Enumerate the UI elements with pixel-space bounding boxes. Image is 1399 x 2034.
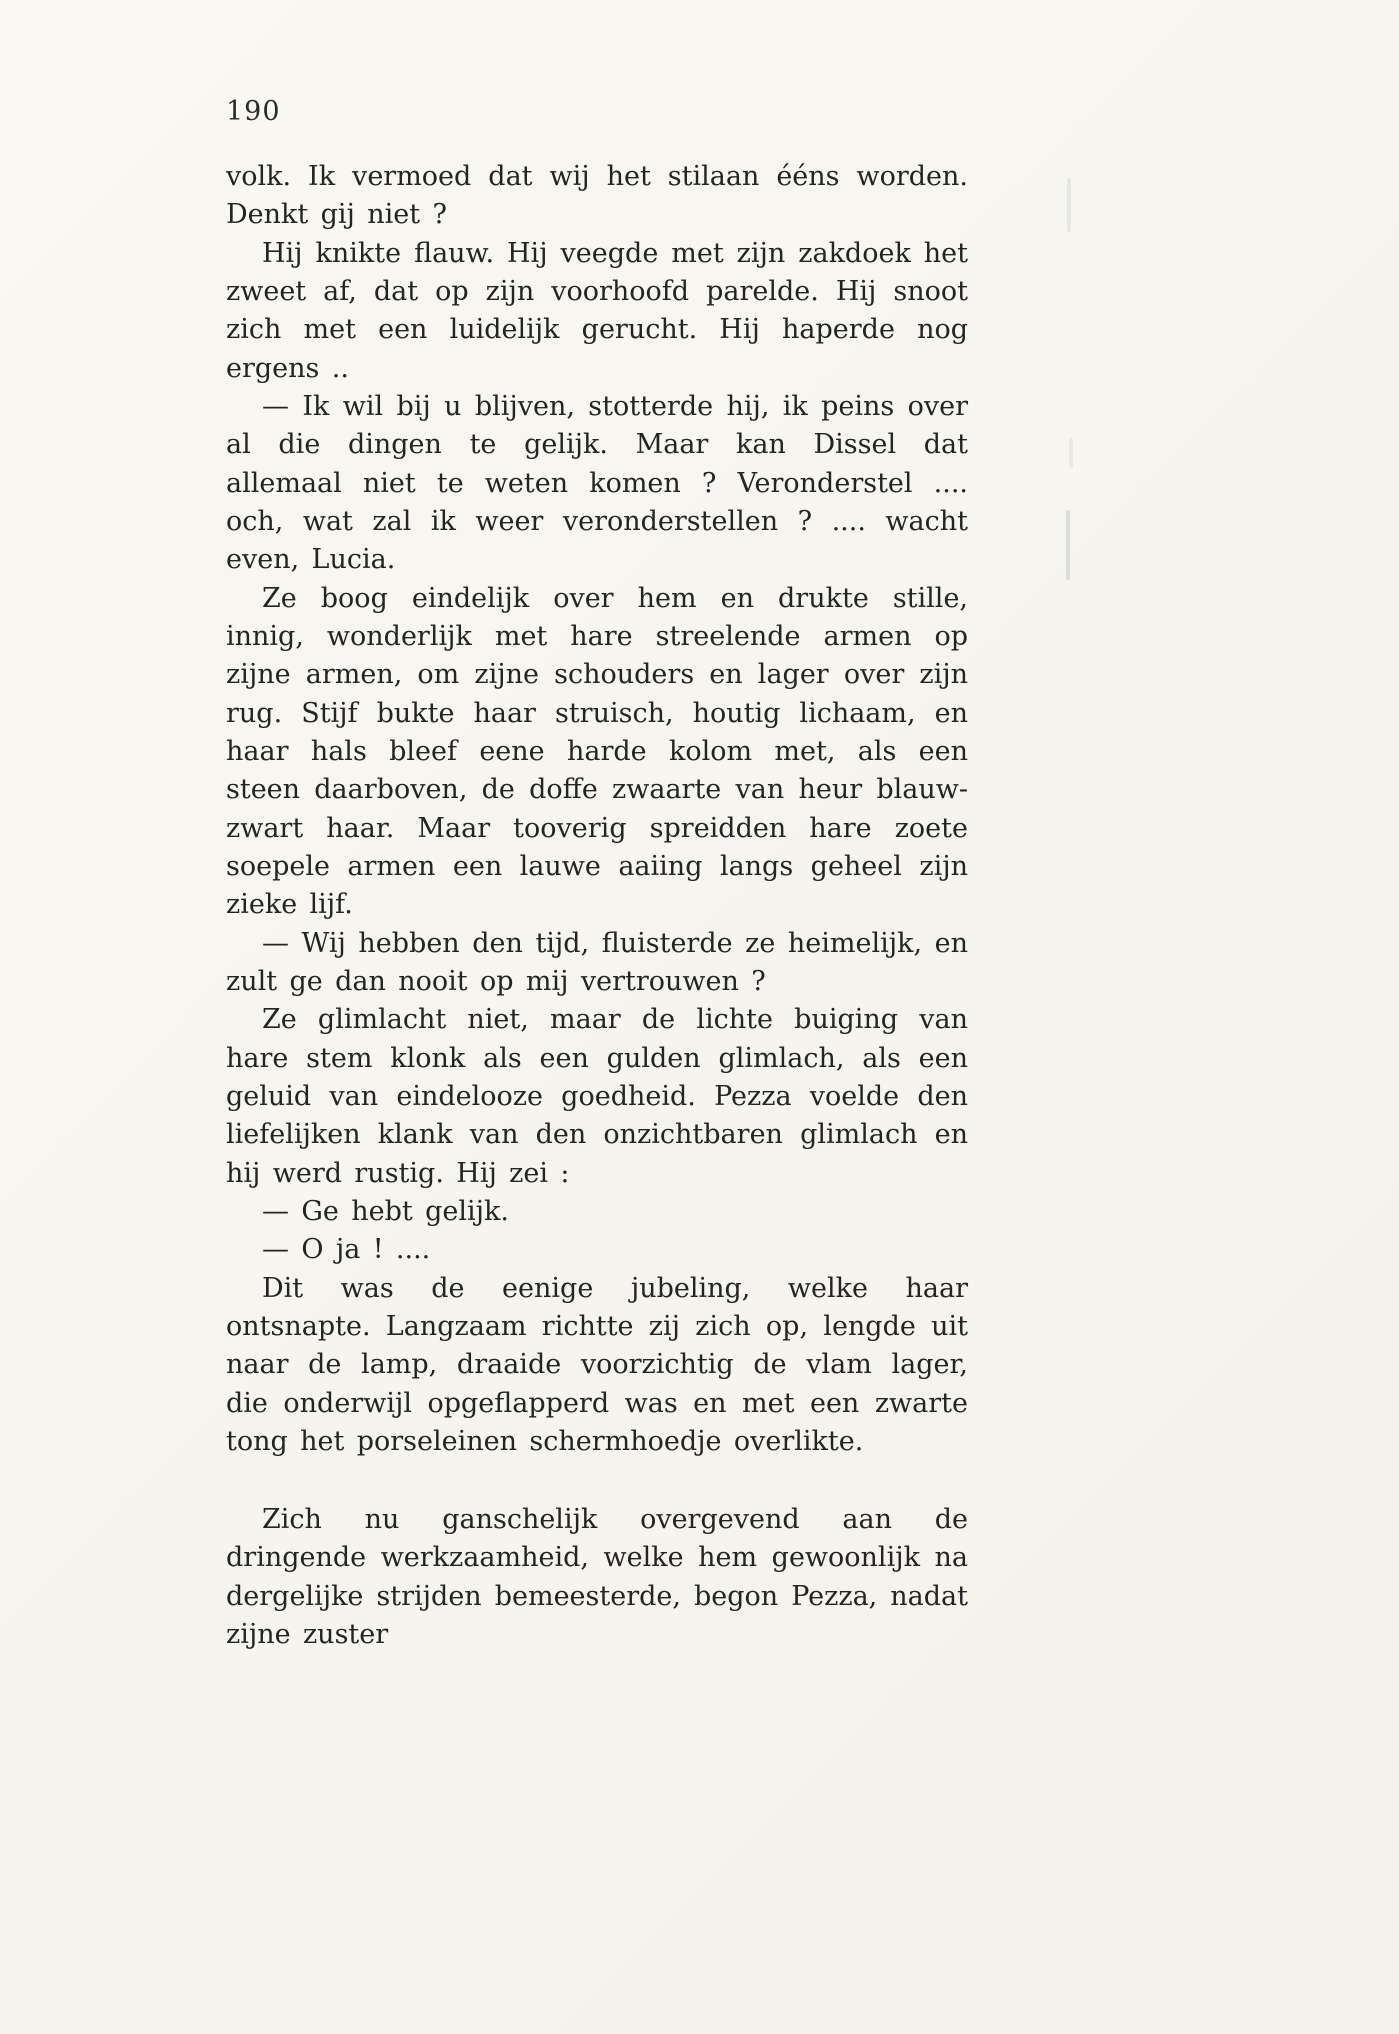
paragraph: — Ik wil bij u blijven, stotterde hij, ik peins over al die dingen te gelijk. Maar kan Dissel dat allemaal niet te weten komen ? Veronderstel .... och, wat zal ik weer veronderstellen ? .... wacht even, Lucia. — [226, 390, 968, 576]
paragraph: — O ja ! .... — [262, 1234, 431, 1266]
scan-artifact — [1067, 178, 1071, 232]
paragraph: Ze glimlacht niet, maar de lichte buiging van hare stem klonk als een gulden glimlach, als een geluid van eindelooze goedheid. Pezza voelde den liefelijken klank van den onzichtbaren glimlach en hij werd rustig. Hij zei : — [226, 1004, 968, 1189]
body-text — [226, 158, 968, 1654]
scan-artifact — [1066, 510, 1070, 580]
paragraph: volk. Ik vermoed dat wij het stilaan ééns worden. Denkt gij niet ? — [226, 161, 968, 231]
paragraph: Hij knikte flauw. Hij veegde met zijn zakdoek het zweet af, dat op zijn voorhoofd parelde. Hij snoot zich met een luidelijk gerucht. Hij haperde nog ergens .. — [226, 237, 968, 384]
paragraph: — Wij hebben den tijd, fluisterde ze heimelijk, en zult ge dan nooit op mij vertrouwen ? — [226, 927, 968, 997]
paragraph: Dit was de eenige jubeling, welke haar ontsnapte. Langzaam richtte zij zich op, lengde uit naar de lamp, draaide voorzichtig de vlam lager, die onderwijl opgeflapperd was en met een zwarte tong het porseleinen schermhoedje overlikte. — [226, 1272, 968, 1457]
paragraph: — Ge hebt gelijk. — [262, 1195, 509, 1227]
paragraph: Ze boog eindelijk over hem en drukte stille, innig, wonderlijk met hare streelende armen op zijne armen, om zijne schouders en lager over zijn rug. Stijf bukte haar struisch, houtig lichaam, en haar hals bleef eene harde kolom met, als een steen daarboven, de doffe zwaarte van heur blauw-zwart haar. Maar tooverig spreidden hare zoete soepele armen een lauwe aaiing langs geheel zijn zieke lijf. — [226, 582, 968, 921]
paragraph: Zich nu ganschelijk overgevend aan de dringende werkzaamheid, welke hem gewoonlijk na dergelijke strijden bemeesterde, begon Pezza, nadat zijne zuster — [226, 1504, 968, 1651]
page-number: 190 — [226, 96, 281, 127]
scan-artifact — [1069, 438, 1073, 468]
